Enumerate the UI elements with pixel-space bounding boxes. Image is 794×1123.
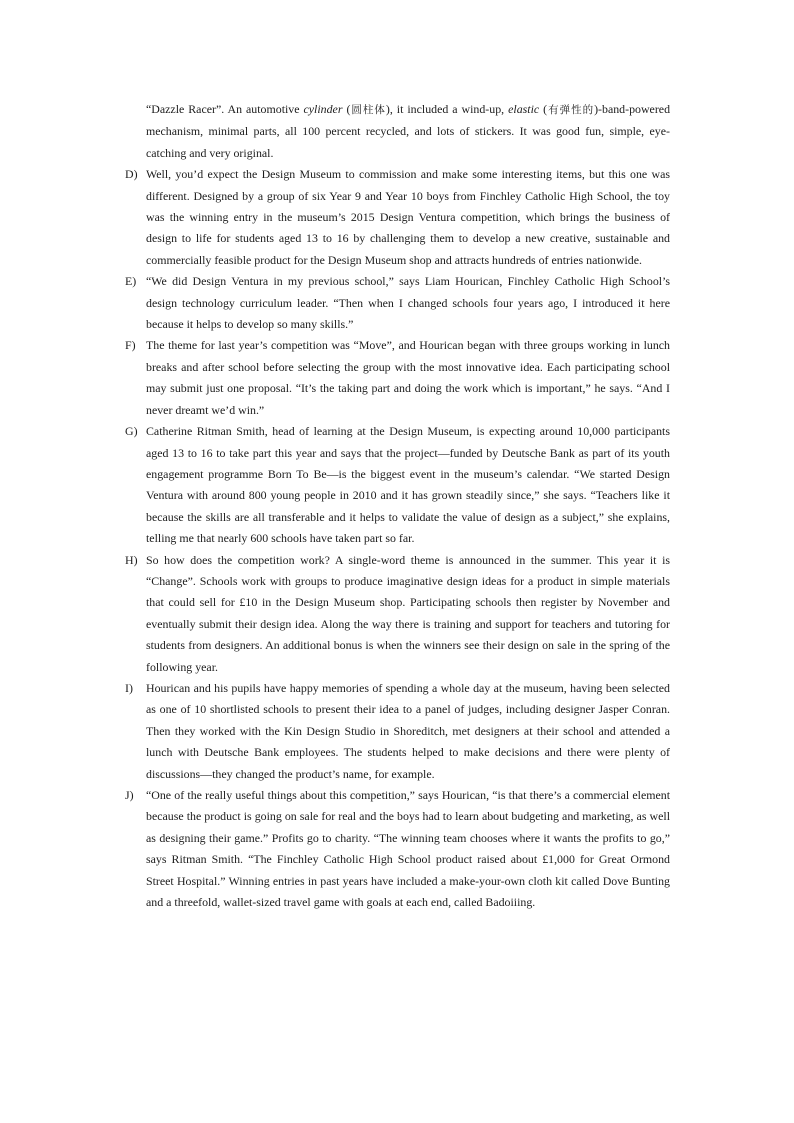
paragraph-d: [125, 164, 670, 271]
paragraph-text: Hourican and his pupils have happy memories of spending a whole day at the museum, having been selected as one of 10 shortlisted schools to present their idea to a panel of judges, including designer Jasper Conran. Then they worked with the Kin Design Studio in Shoreditch, met designers at their school and attended a lunch with Deutsche Bank employees. The students helped to make decisions and there were plenty of discussions—they changed the product’s name, for example.: [146, 680, 670, 781]
paragraph-text: 圆柱体: [350, 104, 386, 116]
paragraph-text: “We did Design Ventura in my previous school,” says Liam Hourican, Finchley Catholic High School’s design technology curriculum leader. “Then when I changed schools four years ago, I introduced it here because it helps to develop so many skills.”: [146, 274, 670, 332]
paragraph-j: [125, 785, 670, 913]
paragraph-label: F): [125, 338, 136, 353]
paragraph-text: (: [539, 102, 548, 116]
paragraph-text: Well, you’d expect the Design Museum to commission and make some interesting items, but this one was different. Designed by a group of six Year 9 and Year 10 boys from Finchley Catholic High School, the toy was the winning entry in the museum’s 2015 Design Ventura competition, which brings the business of design to life for students aged 13 to 16 by challenging them to develop a new creative, sustainable and commercially feasible product for the Design Museum shop and attracts hundreds of entries nationwide.: [146, 167, 670, 267]
paragraph-text: ), it included a wind-up,: [385, 102, 509, 116]
paragraph-text: So how does the competition work? A single-word theme is announced in the summer. This year it is “Change”. Schools work with groups to produce imaginative design ideas for a product in simple materials that could sell for £10 in the Design Museum shop. Participating schools then register by November and eventually submit their design idea. Along the way there is training and support for teachers and tutoring for students from designers. An additional bonus is when the winners see their design on sale in the spring of the following year.: [146, 552, 670, 674]
paragraph-text: “One of the really useful things about this competition,” says Hourican, “is that there’s a commercial element because the product is going on sale for real and the boys had to learn about budgeting and marketing, as well as designing their game.” Profits go to charity. “The winning team chooses where it wants the profits to go,” says Ritman Smith. “The Finchley Catholic High School product raised about £1,000 for Great Ormond Street Hospital.” Winning entries in past years have included a make-your-own cloth kit called Dove Bunting and a threefold, wallet-sized travel game with goals at each end, called Badoiiing.: [146, 788, 670, 910]
paragraph-i: [125, 678, 670, 785]
paragraph-text: Catherine Ritman Smith, head of learning at the Design Museum, is expecting around 10,000 participants aged 13 to 16 to take part this year and says that the project—funded by Deutsche Bank as part of its youth engagement programme Born To Be—is the biggest event in the museum’s calendar. “We started Design Ventura with around 800 young people in 2010 and it has grown steadily since,” she says. “Teachers like it because the skills are all transferable and it helps to validate the value of design as a subject,” she explains, telling me that nearly 600 schools have taken part so far.: [146, 424, 670, 546]
paragraph-label: I): [125, 680, 133, 695]
paragraph-text: elastic: [508, 102, 540, 116]
paragraph-label: J): [125, 788, 134, 802]
paragraph-label: D): [125, 167, 138, 182]
paragraph-f: [125, 335, 670, 421]
paragraph-text: The theme for last year’s competition was “Move”, and Hourican began with three groups working in lunch breaks and after school before selecting the group with the most innovative idea. Each participating school may submit just one proposal. “It’s the taking part and doing the work which is important,” he says. “And I never dreamt we’d win.”: [146, 338, 670, 417]
article-body: [125, 99, 670, 913]
paragraph-e: [125, 271, 670, 335]
paragraph-text: 有弹性的: [547, 104, 595, 116]
paragraph-text: )-band-powered mechanism, minimal parts, all 100 percent recycled, and lots of stickers. It was good fun, simple, eye-catching and very original.: [146, 102, 671, 160]
paragraph-label: E): [125, 274, 137, 289]
paragraph-text: (: [342, 102, 351, 116]
paragraph-label: H): [125, 552, 138, 567]
paragraph-label: G): [125, 424, 138, 439]
paragraph-continued: [125, 99, 670, 164]
paragraph-g: [125, 421, 670, 549]
paragraph-h: [125, 550, 670, 678]
paragraph-text: “Dazzle Racer”. An automotive: [146, 102, 304, 116]
paragraph-text: cylinder: [303, 102, 343, 116]
